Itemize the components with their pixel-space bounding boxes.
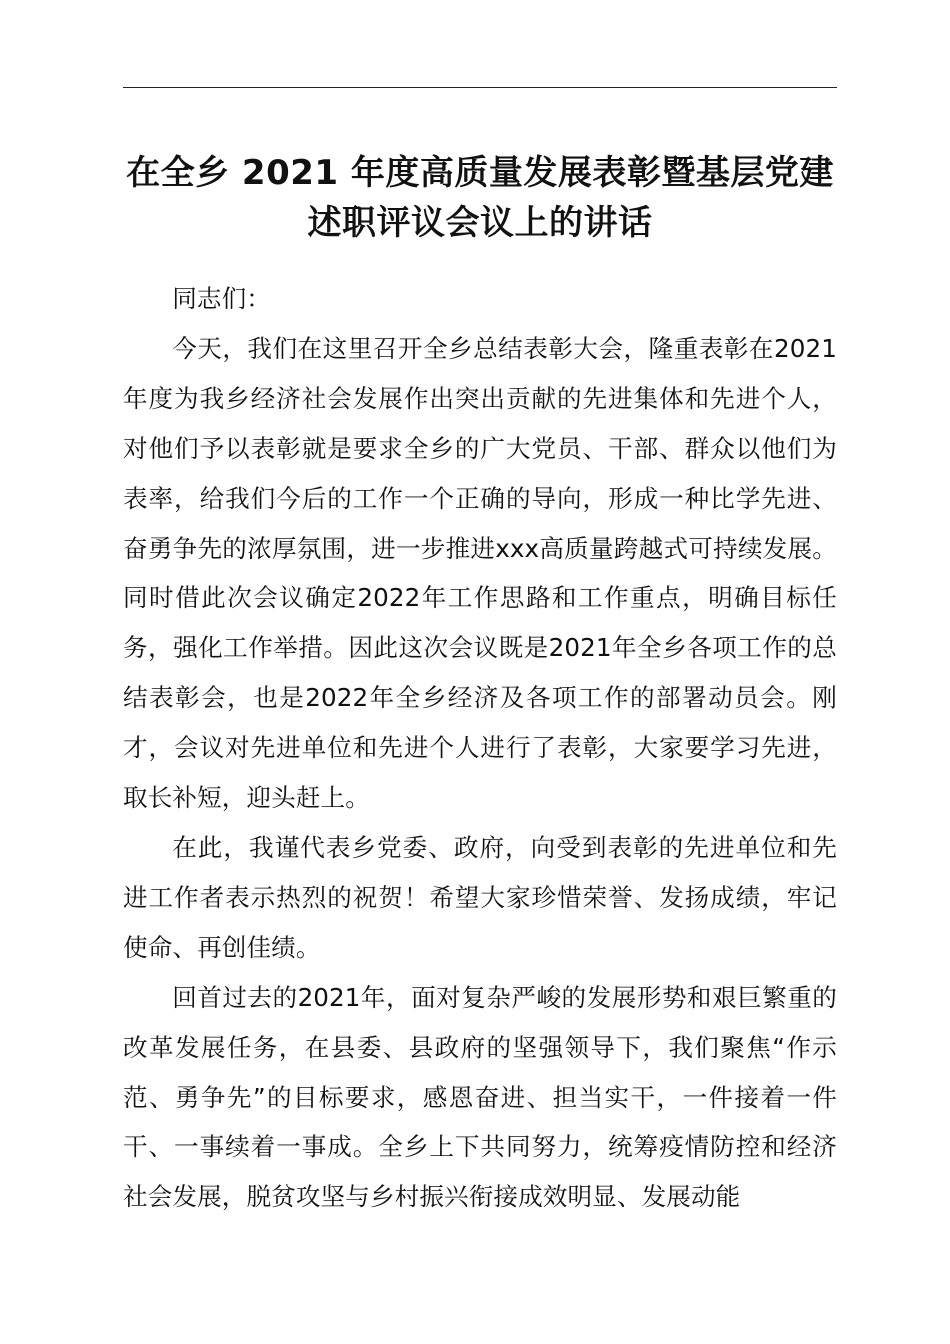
title-line2: 述职评议会议上的讲话 — [307, 203, 653, 243]
paragraph-1: 今天，我们在这里召开全乡总结表彰大会，隆重表彰在2021年度为我乡经济社会发展作出突出贡献的先进集体和先进个人，对他们予以表彰就是要求全乡的广大党员、干部、群众以他们为表率，给我们今后的工作一个正确的导向，形成一种比学先进、奋勇争先的浓厚氛围，进一步推进xxx高质量跨越式可持续发展。同时借此次会议确定2022年工作思路和工作重点，明确目标任务，强化工作举措。因此这次会议既是2021年全乡各项工作的总结表彰会，也是2022年全乡经济及各项工作的部署动员会。刚才，会议对先进单位和先进个人进行了表彰，大家要学习先进，取长补短，迎头赶上。 — [123, 333, 837, 813]
title-year: 2021 — [241, 153, 339, 193]
document-body — [123, 274, 837, 1222]
salutation: 同志们： — [172, 284, 271, 313]
paragraph-2: 在此，我谨代表乡党委、政府，向受到表彰的先进单位和先进工作者表示热烈的祝贺！希望大家珍惜荣誉、发扬成绩，牢记使命、再创佳绩。 — [123, 832, 837, 962]
title-part2: 年度高质量发展表彰暨基层党建 — [350, 153, 834, 193]
header-rule — [123, 87, 837, 88]
title-part1: 在全乡 — [126, 153, 230, 193]
document-title — [100, 148, 860, 248]
paragraph-3: 回首过去的2021年，面对复杂严峻的发展形势和艰巨繁重的改革发展任务，在县委、县政府的坚强领导下，我们聚焦“作示范、勇争先”的目标要求，感恩奋进、担当实干，一件接着一件干、一事续着一事成。全乡上下共同努力，统筹疫情防控和经济社会发展，脱贫攻坚与乡村振兴衔接成效明显、发展动能 — [123, 982, 837, 1212]
